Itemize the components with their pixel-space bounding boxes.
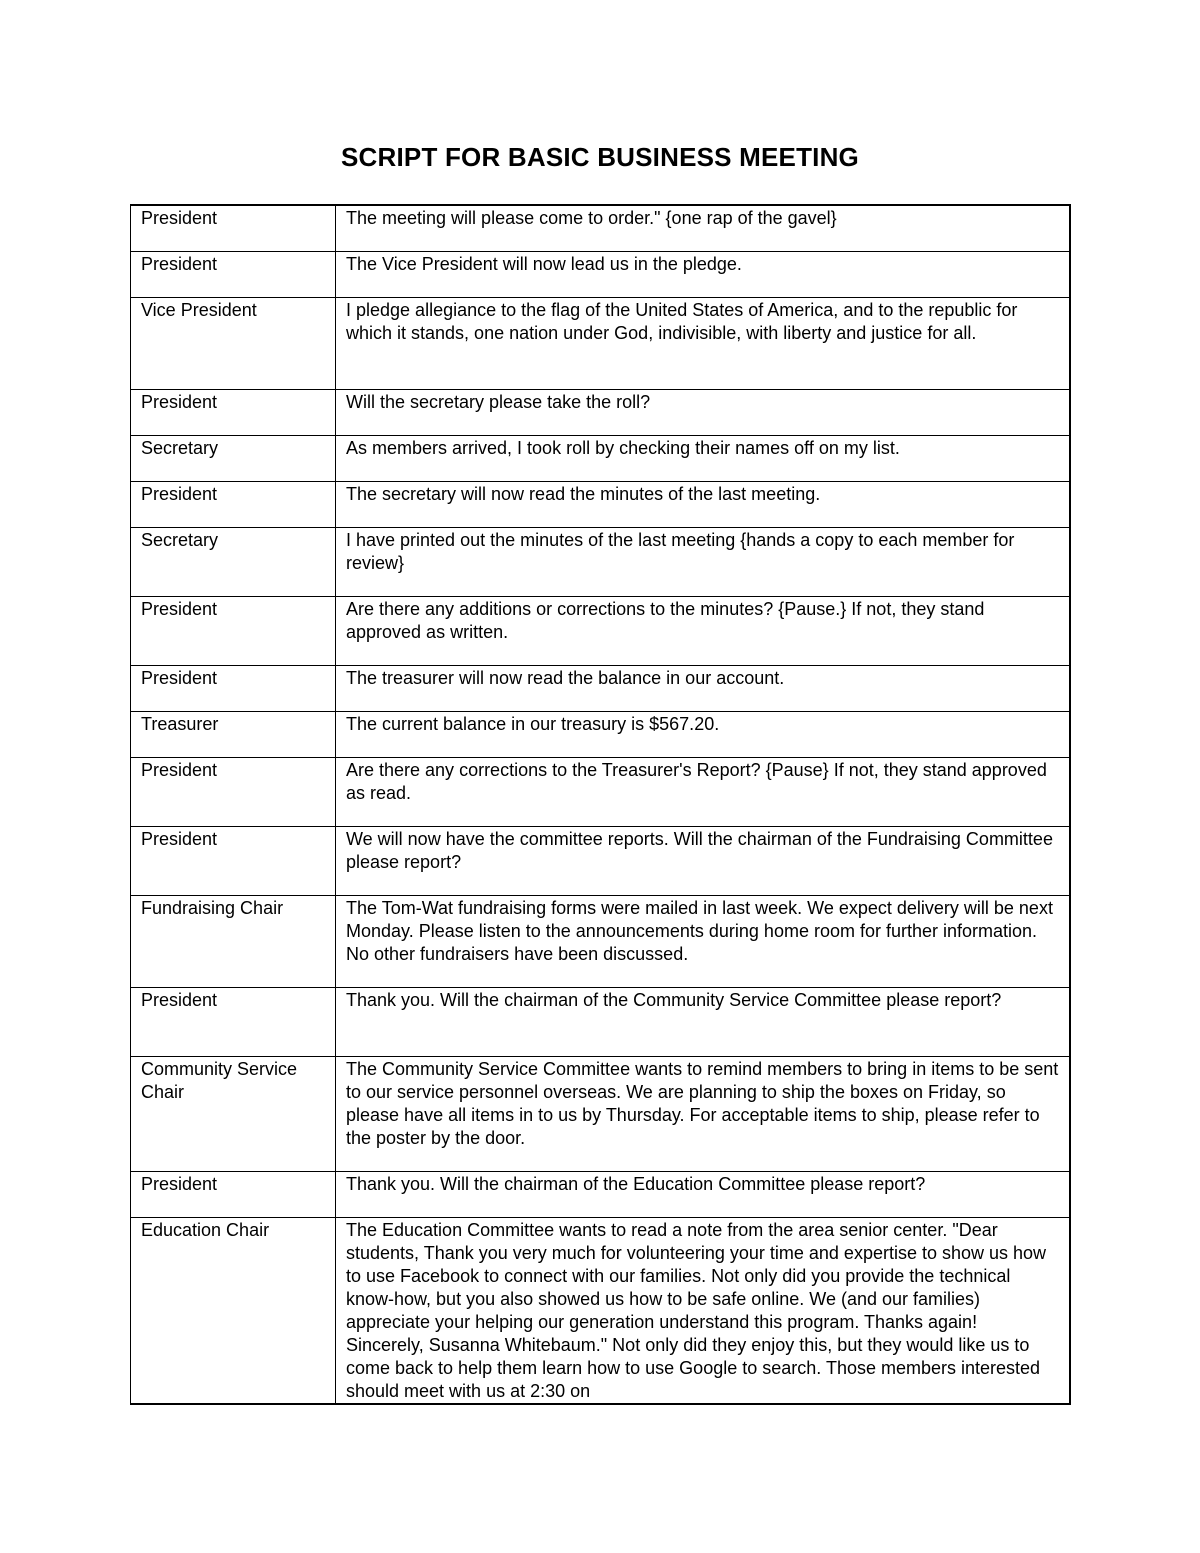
dialogue-cell: Thank you. Will the chairman of the Education Committee please report? <box>336 1172 1071 1218</box>
table-row <box>131 758 1071 827</box>
table-row <box>131 205 1071 252</box>
speaker-cell: Fundraising Chair <box>131 896 336 988</box>
document-title: SCRIPT FOR BASIC BUSINESS MEETING <box>341 142 859 172</box>
dialogue-cell: I have printed out the minutes of the last meeting {hands a copy to each member for review} <box>336 528 1071 597</box>
dialogue-cell: The Community Service Committee wants to remind members to bring in items to be sent to our service personnel overseas. We are planning to ship the boxes on Friday, so please have all items in to us by Thursday. For acceptable items to ship, please refer to the poster by the door. <box>336 1057 1071 1172</box>
speaker-cell: President <box>131 205 336 252</box>
speaker-cell: Community Service Chair <box>131 1057 336 1172</box>
dialogue-cell: The current balance in our treasury is $567.20. <box>336 712 1071 758</box>
table-row <box>131 436 1071 482</box>
speaker-cell: President <box>131 597 336 666</box>
dialogue-cell: Thank you. Will the chairman of the Community Service Committee please report? <box>336 988 1071 1057</box>
table-row <box>131 1057 1071 1172</box>
table-row <box>131 390 1071 436</box>
dialogue-cell: Are there any corrections to the Treasurer's Report? {Pause} If not, they stand approved as read. <box>336 758 1071 827</box>
dialogue-cell: The treasurer will now read the balance in our account. <box>336 666 1071 712</box>
speaker-cell: President <box>131 252 336 298</box>
speaker-cell: President <box>131 666 336 712</box>
speaker-cell: President <box>131 988 336 1057</box>
dialogue-cell: Are there any additions or corrections to the minutes? {Pause.} If not, they stand approved as written. <box>336 597 1071 666</box>
table-row <box>131 1218 1071 1405</box>
speaker-cell: Secretary <box>131 528 336 597</box>
speaker-cell: President <box>131 390 336 436</box>
table-row <box>131 896 1071 988</box>
dialogue-cell: The secretary will now read the minutes of the last meeting. <box>336 482 1071 528</box>
table-row <box>131 988 1071 1057</box>
speaker-cell: President <box>131 827 336 896</box>
table-row <box>131 298 1071 390</box>
speaker-cell: President <box>131 482 336 528</box>
table-row <box>131 827 1071 896</box>
speaker-cell: President <box>131 1172 336 1218</box>
script-table <box>130 204 1071 1405</box>
table-row <box>131 252 1071 298</box>
speaker-cell: Education Chair <box>131 1218 336 1405</box>
dialogue-cell: As members arrived, I took roll by checking their names off on my list. <box>336 436 1071 482</box>
table-row <box>131 597 1071 666</box>
speaker-cell: Secretary <box>131 436 336 482</box>
dialogue-cell: Will the secretary please take the roll? <box>336 390 1071 436</box>
dialogue-cell: We will now have the committee reports. Will the chairman of the Fundraising Committee please report? <box>336 827 1071 896</box>
speaker-cell: Vice President <box>131 298 336 390</box>
table-row <box>131 666 1071 712</box>
table-row <box>131 528 1071 597</box>
table-row <box>131 1172 1071 1218</box>
dialogue-cell: The Education Committee wants to read a note from the area senior center. "Dear students, Thank you very much for volunteering your time and expertise to show us how to use Facebook to connect with our families. Not only did you provide the technical know-how, but you also showed us how to be safe online. We (and our families) appreciate your helping our generation understand this program. Thanks again! Sincerely, Susanna Whitebaum." Not only did they enjoy this, but they would like us to come back to help them learn how to use Google to search. Those members interested should meet with us at 2:30 on <box>336 1218 1071 1405</box>
dialogue-cell: The meeting will please come to order." {one rap of the gavel} <box>336 205 1071 252</box>
dialogue-cell: The Tom-Wat fundraising forms were mailed in last week. We expect delivery will be next Monday. Please listen to the announcements during home room for further information. No other fundraisers have been discussed. <box>336 896 1071 988</box>
dialogue-cell: The Vice President will now lead us in the pledge. <box>336 252 1071 298</box>
speaker-cell: Treasurer <box>131 712 336 758</box>
table-row <box>131 482 1071 528</box>
table-row <box>131 712 1071 758</box>
speaker-cell: President <box>131 758 336 827</box>
dialogue-cell: I pledge allegiance to the flag of the United States of America, and to the republic for which it stands, one nation under God, indivisible, with liberty and justice for all. <box>336 298 1071 390</box>
